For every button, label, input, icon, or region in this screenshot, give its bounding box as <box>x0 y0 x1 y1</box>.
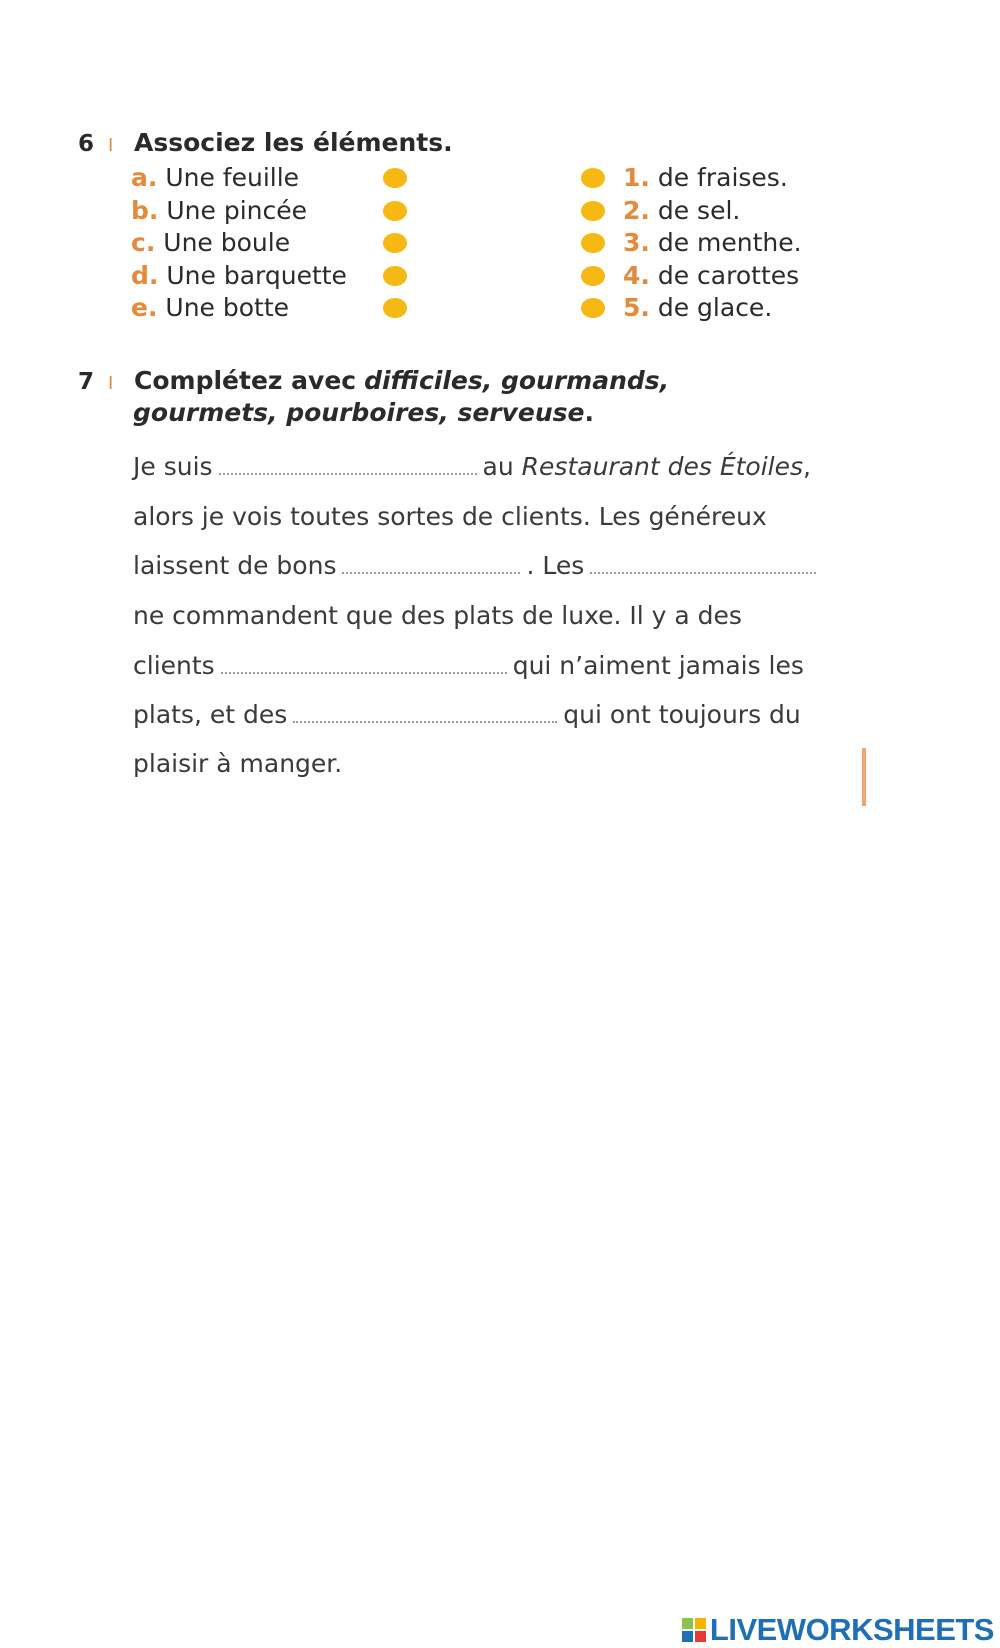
exercise-number: 7 <box>78 369 95 395</box>
left-item <box>131 163 299 192</box>
line-text: ne commandent que des plats de luxe. Il y a des <box>133 601 742 630</box>
item-text: Une boule <box>163 228 291 257</box>
line-text: clients <box>133 651 215 680</box>
match-dot-right[interactable] <box>581 266 605 286</box>
item-text: Une pincée <box>166 196 307 225</box>
text-line-2 <box>133 502 836 531</box>
blank-difficiles[interactable] <box>221 654 507 674</box>
logo-text: LIVEWORKSHEETS <box>709 1612 994 1647</box>
line-text: , <box>803 452 811 481</box>
match-dot-left[interactable] <box>383 266 407 286</box>
exercise-7-heading <box>78 366 669 395</box>
item-text: Une feuille <box>165 163 300 192</box>
line-text: . Les <box>526 551 585 580</box>
text-line-3 <box>133 551 836 580</box>
item-text: Une botte <box>165 293 290 322</box>
match-row <box>131 293 831 325</box>
line-text: au <box>482 452 514 481</box>
blank-serveuse[interactable] <box>219 455 477 475</box>
item-letter: d. <box>131 261 159 290</box>
right-item <box>623 261 799 290</box>
word-list-line-1: difficiles, gourmands, <box>364 366 670 395</box>
exercise-number: 6 <box>78 131 95 157</box>
left-item <box>131 228 290 257</box>
item-letter: b. <box>131 196 159 225</box>
text-line-6 <box>133 700 836 729</box>
match-dot-right[interactable] <box>581 233 605 253</box>
match-dot-right[interactable] <box>581 168 605 188</box>
blank-pourboires[interactable] <box>342 554 520 574</box>
match-dot-right[interactable] <box>581 201 605 221</box>
item-text: de sel. <box>657 196 741 225</box>
item-text: de fraises. <box>657 163 788 192</box>
blank-gourmets[interactable] <box>590 554 816 574</box>
line-text: qui n’aiment jamais les <box>512 651 804 680</box>
item-text: de glace. <box>657 293 773 322</box>
title-end: . <box>584 398 594 427</box>
line-text: Je suis <box>133 452 213 481</box>
exercise-title: Associez les éléments. <box>134 128 453 157</box>
text-line-4 <box>133 601 836 630</box>
text-line-1 <box>133 452 836 481</box>
match-dot-left[interactable] <box>383 233 407 253</box>
match-dot-left[interactable] <box>383 298 407 318</box>
match-dot-left[interactable] <box>383 201 407 221</box>
left-item <box>131 196 307 225</box>
item-text: de carottes <box>657 261 800 290</box>
exercise-6-heading <box>78 128 453 157</box>
line-text: plaisir à manger. <box>133 749 343 778</box>
restaurant-name: Restaurant des Étoiles <box>521 452 804 481</box>
decorative-bar <box>862 748 866 806</box>
item-letter: c. <box>131 228 156 257</box>
exercise-separator: I <box>108 373 114 394</box>
line-text: qui ont toujours du <box>563 700 801 729</box>
match-dot-right[interactable] <box>581 298 605 318</box>
item-number: 5. <box>623 293 650 322</box>
match-row <box>131 163 831 195</box>
item-number: 4. <box>623 261 650 290</box>
logo-icon <box>682 1618 706 1642</box>
item-letter: a. <box>131 163 158 192</box>
item-text: Une barquette <box>166 261 347 290</box>
line-text: plats, et des <box>133 700 288 729</box>
item-letter: e. <box>131 293 158 322</box>
right-item <box>623 228 802 257</box>
item-number: 1. <box>623 163 650 192</box>
exercise-separator: I <box>108 135 114 156</box>
text-line-5 <box>133 651 836 680</box>
left-item <box>131 293 289 322</box>
right-item <box>623 196 740 225</box>
exercise-7-heading-line-2 <box>133 398 594 427</box>
line-text: laissent de bons <box>133 551 337 580</box>
right-item <box>623 293 772 322</box>
item-number: 2. <box>623 196 650 225</box>
left-item <box>131 261 347 290</box>
liveworksheets-logo <box>682 1612 994 1648</box>
word-list-line-2: gourmets, pourboires, serveuse <box>133 398 585 427</box>
text-line-7 <box>133 749 836 778</box>
right-item <box>623 163 788 192</box>
blank-gourmands[interactable] <box>293 703 557 723</box>
match-row <box>131 196 831 228</box>
line-text: alors je vois toutes sortes de clients. Les généreux <box>133 502 767 531</box>
item-text: de menthe. <box>657 228 802 257</box>
match-dot-left[interactable] <box>383 168 407 188</box>
match-row <box>131 228 831 260</box>
match-row <box>131 261 831 293</box>
item-number: 3. <box>623 228 650 257</box>
exercise-title-prefix: Complétez avec <box>134 366 357 395</box>
